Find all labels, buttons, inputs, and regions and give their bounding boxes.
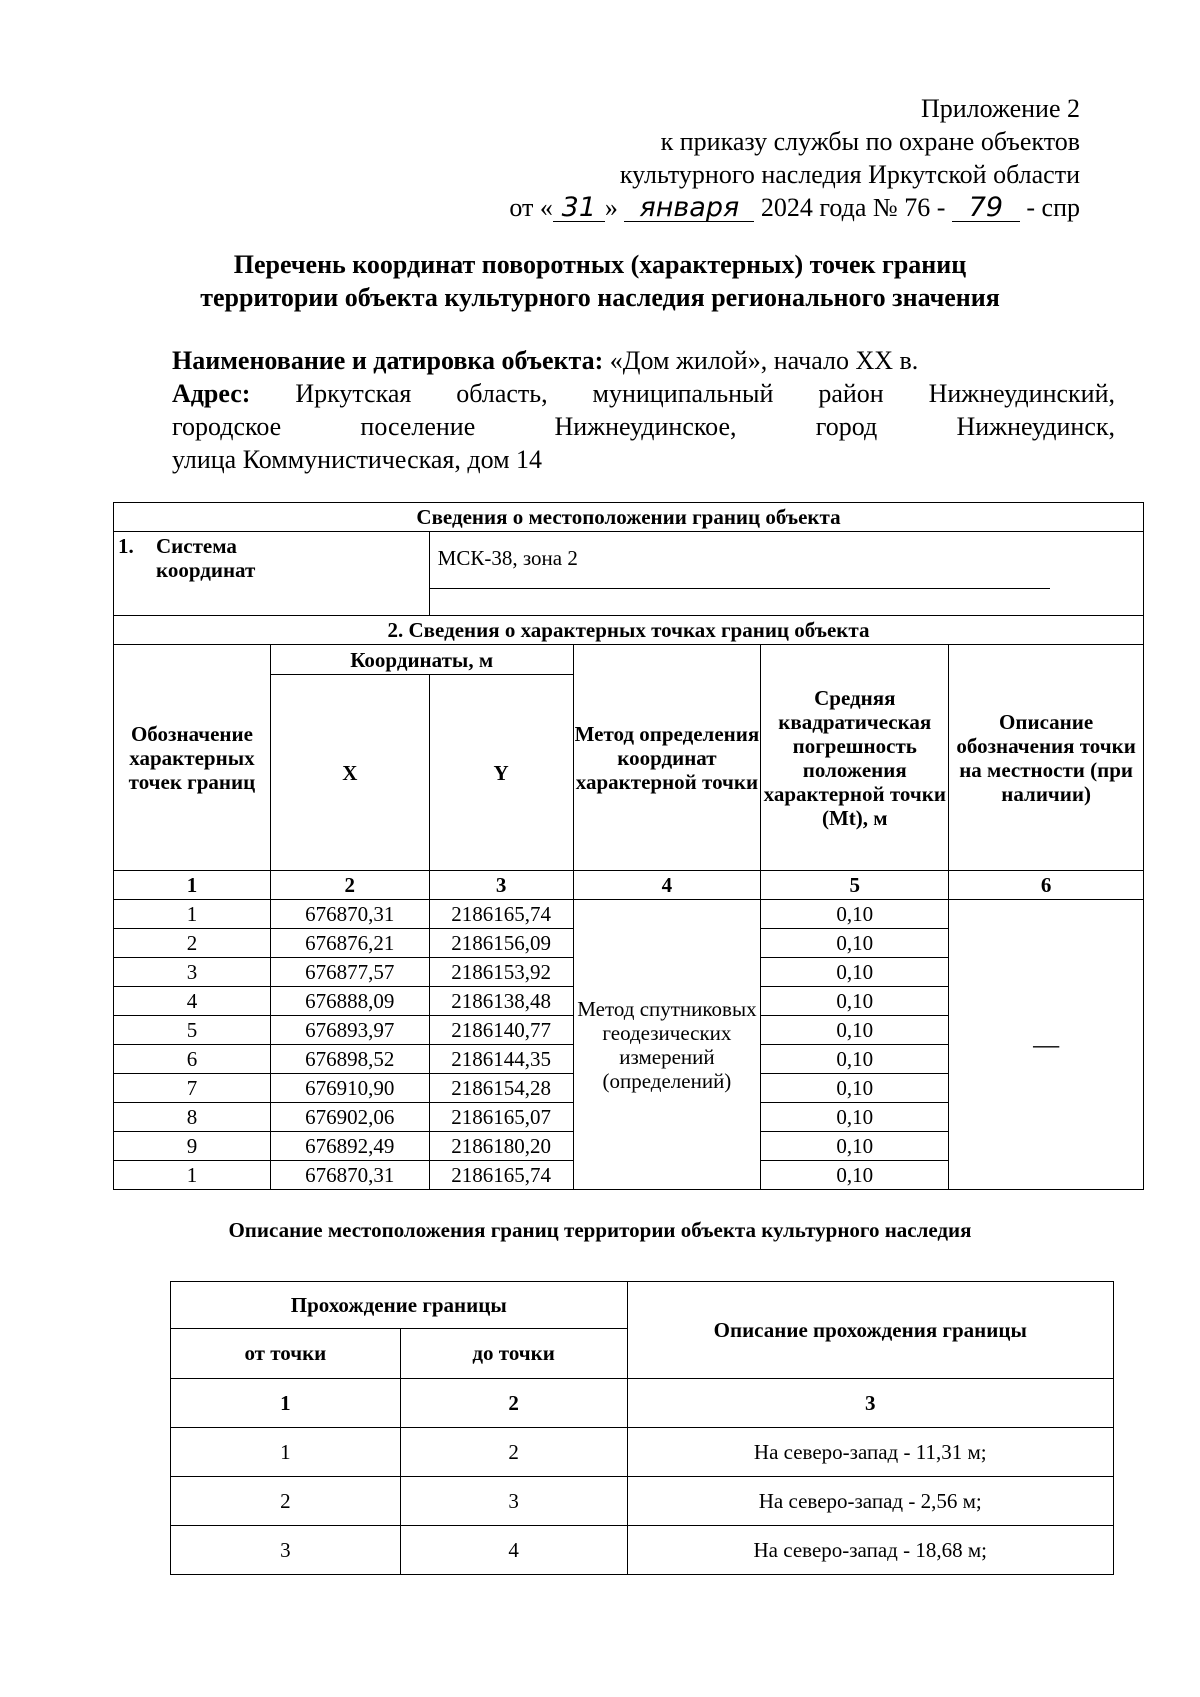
date-prefix: от «	[509, 193, 553, 222]
border-to-cell: 2	[400, 1428, 627, 1477]
document-title	[0, 248, 1200, 314]
mt-cell: 0,10	[761, 958, 949, 987]
method-cell: Метод спутниковых геодезических измерений (определений)	[573, 900, 761, 1190]
border-from-cell: 2	[171, 1477, 401, 1526]
point-id-cell: 9	[114, 1132, 271, 1161]
handwritten-order-number: 79	[952, 195, 1020, 222]
y-coord-cell: 2186165,07	[429, 1103, 573, 1132]
border-desc-cell: На северо-запад - 2,56 м;	[627, 1477, 1114, 1526]
mt-cell: 0,10	[761, 987, 949, 1016]
table-row	[114, 900, 1144, 929]
y-coord-cell: 2186165,74	[429, 1161, 573, 1190]
col-x-header: X	[270, 675, 429, 871]
x-coord-cell: 676902,06	[270, 1103, 429, 1132]
appendix-date-line	[509, 191, 1080, 224]
appendix-line-2: к приказу службы по охране объектов	[660, 127, 1080, 156]
x-coord-cell: 676898,52	[270, 1045, 429, 1074]
y-coord-cell: 2186154,28	[429, 1074, 573, 1103]
point-id-cell: 5	[114, 1016, 271, 1045]
date-day-suffix: »	[604, 193, 618, 222]
border-desc-cell: На северо-запад - 11,31 м;	[627, 1428, 1114, 1477]
appendix-line-1: Приложение 2	[920, 94, 1080, 123]
point-id-cell: 4	[114, 987, 271, 1016]
coordinate-system-label-cell	[114, 532, 430, 616]
col-num: 6	[949, 871, 1144, 900]
y-coord-cell: 2186140,77	[429, 1016, 573, 1045]
x-coord-cell: 676870,31	[270, 900, 429, 929]
border-table-title: Описание местоположения границ территории объекта культурного наследия	[228, 1218, 972, 1242]
col-num: 5	[761, 871, 949, 900]
system-number: 1.	[118, 534, 134, 558]
mt-cell: 0,10	[761, 1074, 949, 1103]
object-name-label: Наименование и датировка объекта:	[172, 346, 604, 375]
point-id-cell: 6	[114, 1045, 271, 1074]
y-coord-cell: 2186144,35	[429, 1045, 573, 1074]
handwritten-day: 31	[553, 195, 605, 222]
y-coord-cell: 2186156,09	[429, 929, 573, 958]
address-line-1	[172, 377, 1115, 410]
x-coord-cell: 676910,90	[270, 1074, 429, 1103]
object-name-value: «Дом жилой», начало XX в.	[609, 346, 919, 375]
border-to-cell: 4	[400, 1526, 627, 1575]
col-error-header: Средняя квадратическая погрешность положения характерной точки (Mt), м	[761, 645, 949, 871]
col-coords-header: Координаты, м	[270, 645, 573, 675]
y-coord-cell: 2186180,20	[429, 1132, 573, 1161]
col-pass-header: Прохождение границы	[171, 1282, 628, 1329]
col-border-desc-header: Описание прохождения границы	[627, 1282, 1114, 1379]
col-point-header: Обозначение характерных точек границ	[114, 645, 271, 871]
coordinate-rows	[114, 900, 1144, 1190]
border-column-number-row	[171, 1379, 1114, 1428]
col-to-header: до точки	[400, 1329, 627, 1379]
x-coord-cell: 676877,57	[270, 958, 429, 987]
col-num: 4	[573, 871, 761, 900]
mt-cell: 0,10	[761, 1161, 949, 1190]
col-method-header: Метод определения координат характерной точки	[573, 645, 761, 871]
point-id-cell: 8	[114, 1103, 271, 1132]
border-rows	[171, 1428, 1114, 1575]
coordinate-system-value: МСК-38, зона 2	[437, 546, 578, 570]
appendix-block	[509, 92, 1080, 224]
coordinate-system-label: Система координат	[156, 534, 256, 582]
order-suffix: - спр	[1026, 193, 1080, 222]
col-num: 3	[627, 1379, 1114, 1428]
x-coord-cell: 676876,21	[270, 929, 429, 958]
location-table-header: Сведения о местоположении границ объекта	[114, 503, 1144, 532]
appendix-line-3: культурного наследия Иркутской области	[619, 160, 1080, 189]
y-coord-cell: 2186165,74	[429, 900, 573, 929]
x-coord-cell: 676870,31	[270, 1161, 429, 1190]
mt-cell: 0,10	[761, 900, 949, 929]
date-year-number: 2024 года № 76 -	[760, 193, 946, 222]
system-underline	[430, 588, 1050, 589]
col-from-header: от точки	[171, 1329, 401, 1379]
point-id-cell: 1	[114, 900, 271, 929]
col-num: 1	[171, 1379, 401, 1428]
col-num: 2	[400, 1379, 627, 1428]
border-from-cell: 1	[171, 1428, 401, 1477]
table-row	[171, 1477, 1114, 1526]
border-table	[170, 1281, 1114, 1575]
mt-cell: 0,10	[761, 1132, 949, 1161]
point-id-cell: 7	[114, 1074, 271, 1103]
handwritten-month: января	[624, 195, 754, 222]
address-line-2: городское поселение Нижнеудинское, город Нижнеудинск,	[172, 412, 1115, 441]
object-name-line	[172, 344, 1115, 377]
point-id-cell: 2	[114, 929, 271, 958]
mt-cell: 0,10	[761, 929, 949, 958]
mt-cell: 0,10	[761, 1016, 949, 1045]
y-coord-cell: 2186138,48	[429, 987, 573, 1016]
address-line-3: улица Коммунистическая, дом 14	[172, 445, 543, 474]
col-num: 1	[114, 871, 271, 900]
mt-cell: 0,10	[761, 1045, 949, 1074]
x-coord-cell: 676892,49	[270, 1132, 429, 1161]
col-y-header: Y	[429, 675, 573, 871]
address-part-1: Иркутская область, муниципальный район Нижнеудинский,	[295, 379, 1115, 408]
border-desc-cell: На северо-запад - 18,68 м;	[627, 1526, 1114, 1575]
section2-header: 2. Сведения о характерных точках границ объекта	[114, 616, 1144, 645]
address-label: Адрес:	[172, 379, 251, 408]
col-num: 3	[429, 871, 573, 900]
coordinate-system-value-cell	[429, 532, 1143, 616]
border-to-cell: 3	[400, 1477, 627, 1526]
point-id-cell: 1	[114, 1161, 271, 1190]
table-row	[171, 1526, 1114, 1575]
y-coord-cell: 2186153,92	[429, 958, 573, 987]
location-table	[113, 502, 1144, 1190]
title-line-2: территории объекта культурного наследия регионального значения	[200, 283, 1000, 312]
col-num: 2	[270, 871, 429, 900]
x-coord-cell: 676888,09	[270, 987, 429, 1016]
title-line-1: Перечень координат поворотных (характерных) точек границ	[233, 250, 967, 279]
point-description-cell: —	[949, 900, 1144, 1190]
point-id-cell: 3	[114, 958, 271, 987]
mt-cell: 0,10	[761, 1103, 949, 1132]
table-row	[171, 1428, 1114, 1477]
column-number-row	[114, 871, 1144, 900]
border-from-cell: 3	[171, 1526, 401, 1575]
x-coord-cell: 676893,97	[270, 1016, 429, 1045]
col-desc-header: Описание обозначения точки на местности (при наличии)	[949, 645, 1144, 871]
